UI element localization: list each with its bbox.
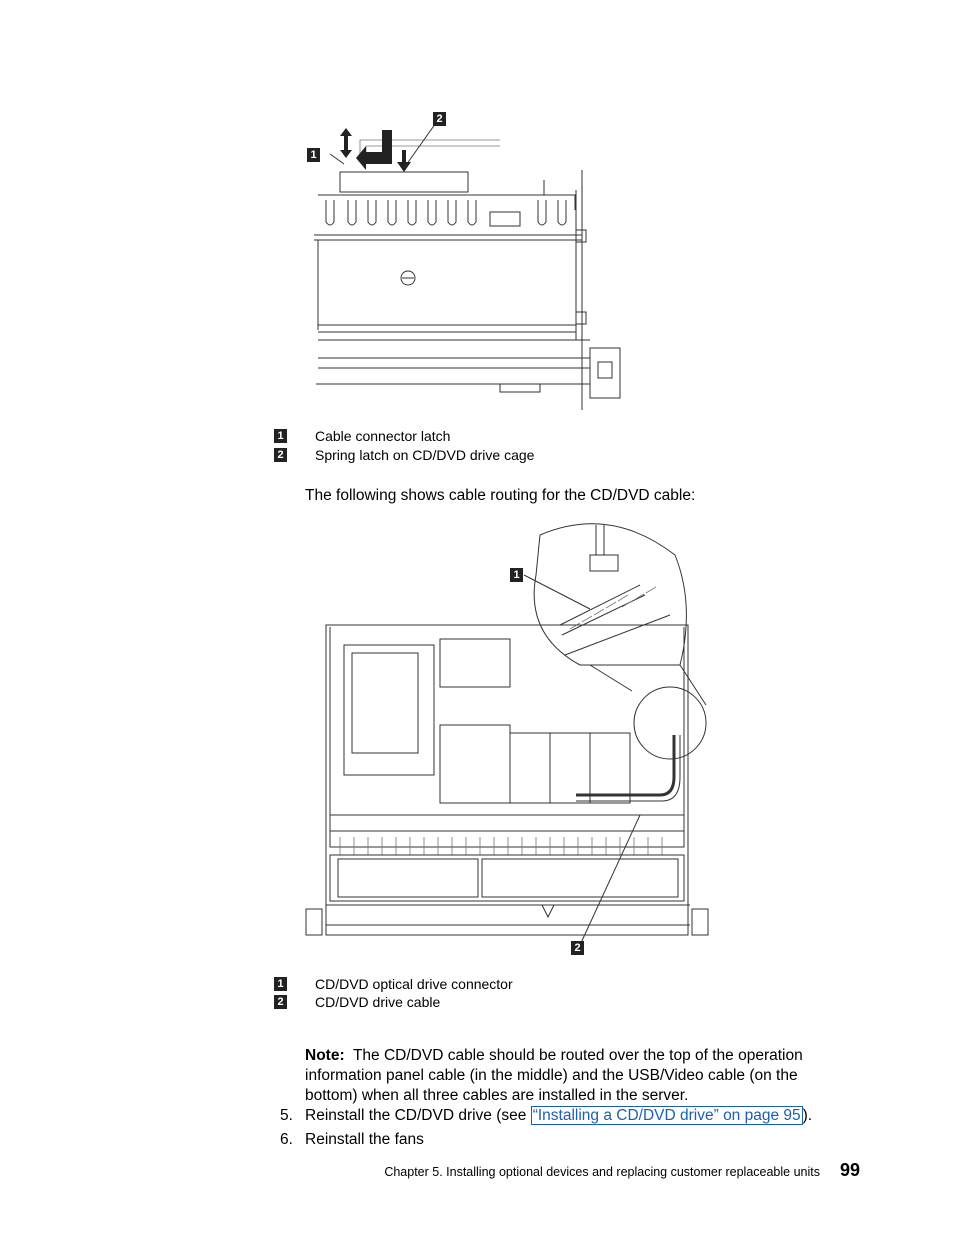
page-number: 99 bbox=[840, 1160, 861, 1180]
legend-callout-number: 2 bbox=[274, 995, 287, 1009]
legend-text: Cable connector latch bbox=[315, 428, 451, 444]
step-text-end: ). bbox=[802, 1107, 813, 1124]
footer-chapter-title: Chapter 5. Installing optional devices and replacing customer replaceable units bbox=[384, 1165, 820, 1179]
legend-callout-number: 1 bbox=[274, 977, 287, 991]
figure2-callout-1: 1 bbox=[510, 568, 523, 582]
step-text: Reinstall the fans bbox=[305, 1131, 424, 1148]
legend-text: CD/DVD optical drive connector bbox=[315, 976, 513, 992]
step-number: 5. bbox=[280, 1107, 293, 1124]
legend-text: Spring latch on CD/DVD drive cage bbox=[315, 447, 535, 463]
intro-paragraph: The following shows cable routing for the CD/DVD cable: bbox=[305, 487, 696, 504]
legend-callout-number: 1 bbox=[274, 429, 287, 443]
step-5 bbox=[280, 1107, 813, 1125]
figure1-callout-2: 2 bbox=[433, 112, 446, 126]
note-label: Note: bbox=[305, 1047, 345, 1064]
installing-cd-dvd-drive-link[interactable]: “Installing a CD/DVD drive” on page 95 bbox=[532, 1107, 801, 1124]
legend-callout-number: 2 bbox=[274, 448, 287, 462]
step-number: 6. bbox=[280, 1131, 293, 1148]
figure-drive-cage-latch bbox=[300, 100, 630, 410]
legend-text: CD/DVD drive cable bbox=[315, 994, 441, 1010]
note-text: The CD/DVD cable should be routed over the top of the operation information panel cable (in the middle) and the USB/Video cable (on the bottom) when all three cables are installed in the server. bbox=[305, 1047, 803, 1104]
figure2-callout-2: 2 bbox=[571, 941, 584, 955]
figure1-callout-1: 1 bbox=[307, 148, 320, 162]
step-6 bbox=[280, 1131, 424, 1149]
note-paragraph bbox=[305, 1046, 825, 1106]
step-text: Reinstall the CD/DVD drive (see bbox=[305, 1107, 531, 1124]
